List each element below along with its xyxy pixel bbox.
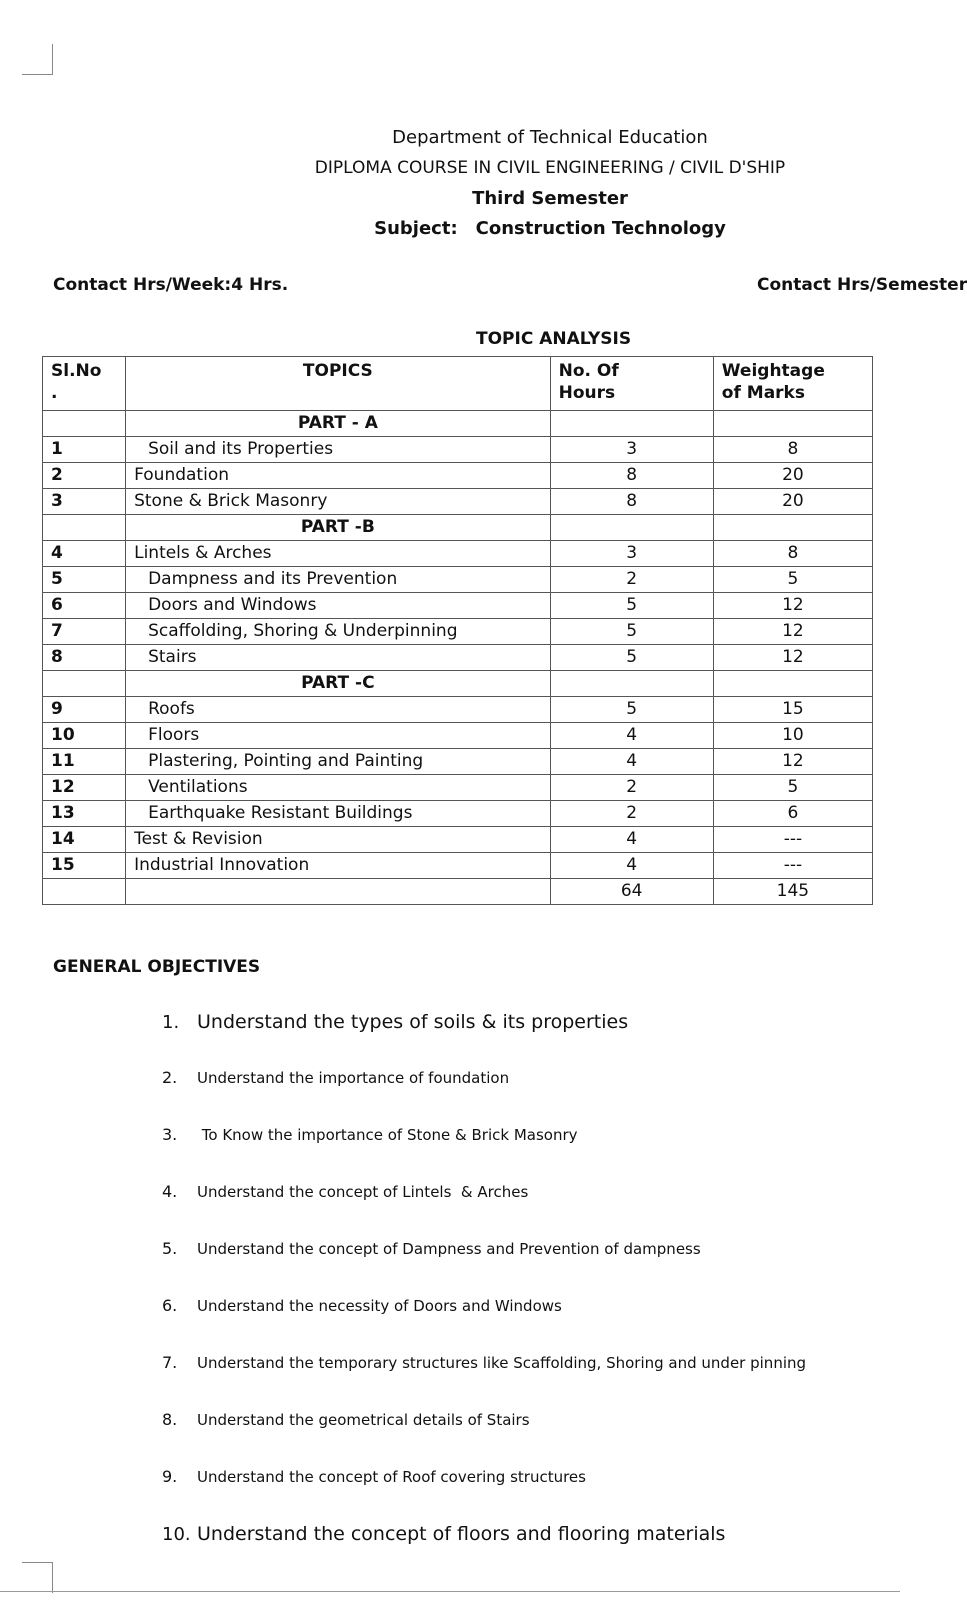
table-row: 5 Dampness and its Prevention 2 5	[43, 567, 873, 593]
contact-hours-semester: Contact Hrs/Semester	[757, 275, 967, 295]
subject-value: Construction Technology	[475, 218, 726, 239]
table-row: 7 Scaffolding, Shoring & Underpinning 5 12	[43, 619, 873, 645]
crop-mark-top-left	[22, 44, 53, 75]
table-row: 10 Floors 4 10	[43, 723, 873, 749]
header-hours: No. Of Hours	[550, 357, 713, 411]
table-row: 9 Roofs 5 15	[43, 697, 873, 723]
semester-title: Third Semester	[472, 188, 628, 209]
table-row: 8 Stairs 5 12	[43, 645, 873, 671]
crop-mark-bottom-left	[22, 1562, 53, 1593]
list-item: 10. Understand the concept of floors and flooring materials	[162, 1523, 726, 1545]
table-row: 13 Earthquake Resistant Buildings 2 6	[43, 801, 873, 827]
table-row: 2 Foundation 8 20	[43, 463, 873, 489]
list-item: 9. Understand the concept of Roof covering structures	[162, 1467, 586, 1486]
subject-label: Subject:	[374, 218, 458, 239]
table-row: 1 Soil and its Properties 3 8	[43, 437, 873, 463]
table-row: 3 Stone & Brick Masonry 8 20	[43, 489, 873, 515]
part-row	[43, 671, 873, 697]
list-item: 3. To Know the importance of Stone & Brick Masonry	[162, 1125, 578, 1144]
part-row	[43, 411, 873, 437]
table-header-row	[43, 357, 873, 411]
total-marks: 145	[713, 879, 872, 905]
list-item: 1. Understand the types of soils & its properties	[162, 1011, 629, 1033]
table-row: 4 Lintels & Arches 3 8	[43, 541, 873, 567]
contact-hours-week: Contact Hrs/Week:4 Hrs.	[53, 275, 289, 295]
header-sl-no: Sl.No .	[43, 357, 126, 411]
table-row: 6 Doors and Windows 5 12	[43, 593, 873, 619]
header-marks: Weightage of Marks	[713, 357, 872, 411]
topic-analysis-table	[42, 356, 873, 905]
list-item: 8. Understand the geometrical details of Stairs	[162, 1410, 530, 1429]
list-item: 5. Understand the concept of Dampness and Prevention of dampness	[162, 1239, 701, 1258]
list-item: 2. Understand the importance of foundation	[162, 1068, 510, 1087]
table-row: 11 Plastering, Pointing and Painting 4 12	[43, 749, 873, 775]
table-row: 12 Ventilations 2 5	[43, 775, 873, 801]
general-objectives-title: GENERAL OBJECTIVES	[53, 957, 261, 977]
table-row: 14 Test & Revision 4 ---	[43, 827, 873, 853]
part-label: PART -C	[126, 671, 551, 697]
topic-analysis-title: TOPIC ANALYSIS	[476, 329, 632, 349]
page-bottom-edge	[0, 1591, 900, 1592]
total-hours: 64	[550, 879, 713, 905]
subject-line	[0, 218, 900, 239]
part-label: PART -B	[126, 515, 551, 541]
department-title: Department of Technical Education	[392, 127, 708, 148]
totals-row	[43, 879, 873, 905]
list-item: 4. Understand the concept of Lintels & Arches	[162, 1182, 529, 1201]
header-topics: TOPICS	[126, 357, 551, 411]
part-row	[43, 515, 873, 541]
list-item: 6. Understand the necessity of Doors and Windows	[162, 1296, 562, 1315]
part-label: PART - A	[126, 411, 551, 437]
course-title: DIPLOMA COURSE IN CIVIL ENGINEERING / CIVIL D'SHIP	[314, 158, 786, 178]
table-row: 15 Industrial Innovation 4 ---	[43, 853, 873, 879]
list-item: 7. Understand the temporary structures like Scaffolding, Shoring and under pinning	[162, 1353, 807, 1372]
